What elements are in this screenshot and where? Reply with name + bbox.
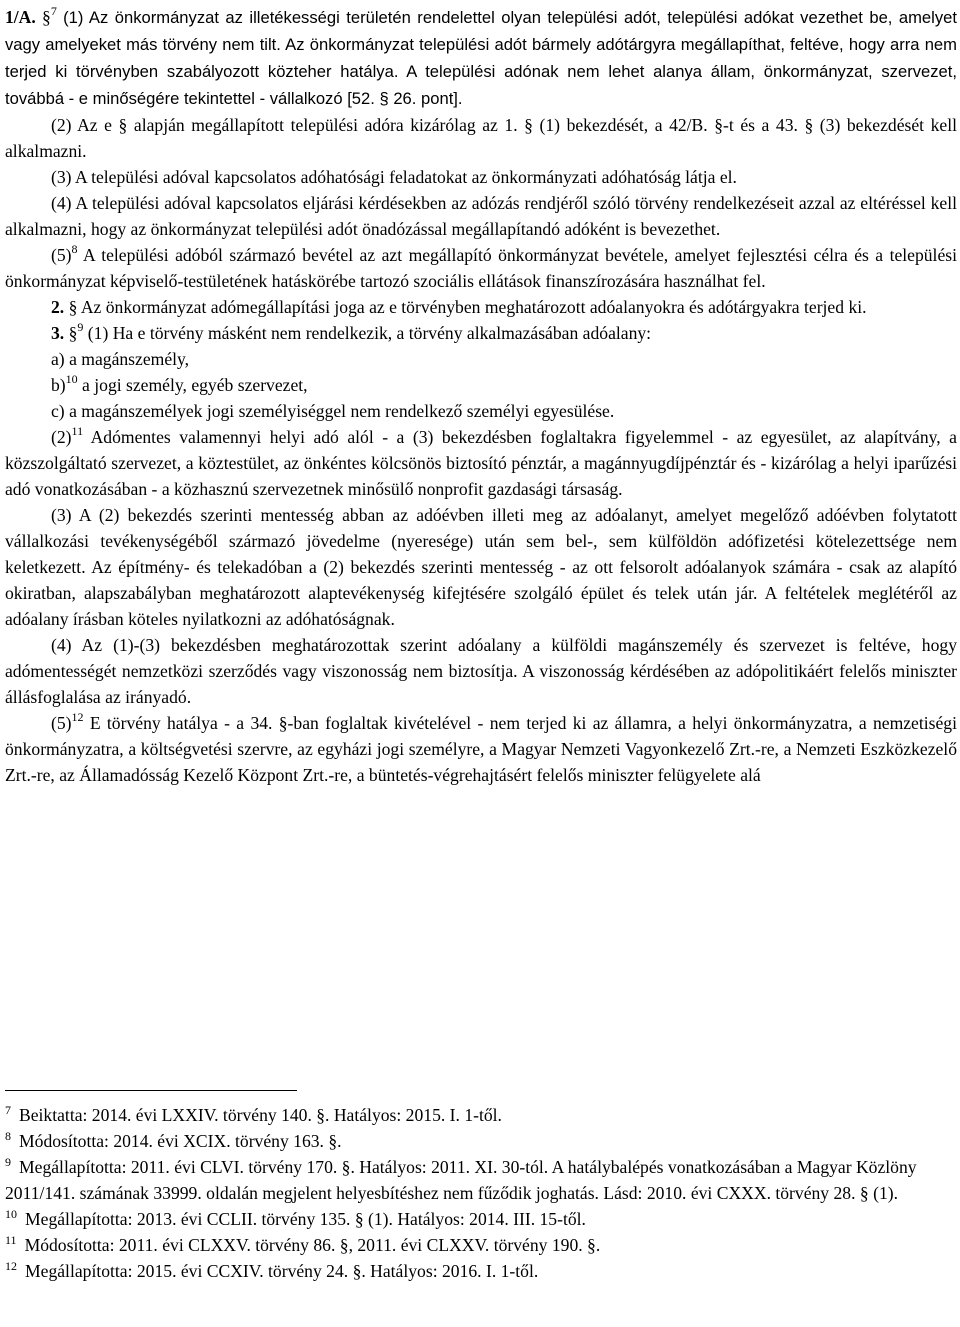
footnote (5, 1232, 957, 1258)
footnote-text: Megállapította: 2015. évi CCXIV. törvény 24. §. Hatályos: 2016. I. 1-től. (25, 1261, 539, 1281)
section-3-paragraph-2 (5, 424, 957, 502)
footnote (5, 1206, 957, 1232)
footnote-ref: 10 (65, 372, 78, 387)
footnote-ref: 8 (71, 242, 78, 257)
section-number: 3. (51, 323, 65, 343)
footnote-ref: 11 (71, 424, 84, 439)
footnote (5, 1154, 957, 1206)
section-1a-paragraph-4: (4) A települési adóval kapcsolatos eljárási kérdésekben az adózás rendjéről szóló törvény rendelkezéseit azzal az eltéréssel kell alkalmazni, hogy az önkormányzat települési adót önadózással megállapítandó adóként is bevezethet. (5, 193, 957, 239)
footnote-text: Beiktatta: 2014. évi LXXIV. törvény 140. §. Hatályos: 2015. I. 1-től. (19, 1105, 502, 1125)
paragraph-text: A települési adóból származó bevétel az azt megállapító önkormányzat bevétele, amelyet fejlesztési célra és a települési önkormányzat képviselő-testületének hatáskörébe tartozó szociális ellátások finanszírozására használhat fel. (5, 245, 957, 291)
footnote-number: 10 (5, 1207, 17, 1222)
footnote-text: Módosította: 2011. évi CLXXV. törvény 86. §, 2011. évi CLXXV. törvény 190. §. (24, 1235, 601, 1255)
footnote-text: Módosította: 2014. évi XCIX. törvény 163. §. (19, 1131, 342, 1151)
footnote-text: Megállapította: 2011. évi CLVI. törvény 170. §. Hatályos: 2011. XI. 30-tól. A hatálybalépés vonatkozásában a Magyar Közlöny 2011/141. számának 33999. oldalán megjelent helyesbítéshez nem fűződik joghatás. Lásd: 2010. évi CXXX. törvény 28. § (1). (5, 1157, 917, 1203)
list-marker: b) (51, 375, 66, 395)
footnote (5, 1128, 957, 1154)
list-item-c: c) a magánszemélyek jogi személyiséggel nem rendelkező személyi egyesülése. (51, 401, 615, 421)
document-body (5, 4, 957, 788)
paragraph-text: Adómentes valamennyi helyi adó alól - a (3) bekezdésben foglaltakra figyelemmel - az egyesület, az alapítvány, a közszolgáltató szervezet, a köztestület, az önkéntes kölcsönös biztosító pénztár, a magánnyugdíjpénztár és - kizárólag a helyi iparűzési adó vonatkozásában - a közhasznú szervezetnek minősülő nonprofit gazdasági társaság. (5, 427, 957, 499)
section-3-paragraph-4: (4) Az (1)-(3) bekezdésben meghatározottak szerint adóalany a külföldi magánszemély és szervezet is feltéve, hogy adómentességét nemzetközi szerződés vagy viszonosság nem biztosítja. A viszonosság kérdésében az adópolitikáért felelős miniszter állásfoglalása az irányadó. (5, 635, 957, 707)
paragraph-number: (5) (51, 245, 72, 265)
footnote-ref: 12 (71, 710, 84, 725)
footnote-separator (5, 1090, 297, 1091)
list-item-b (5, 372, 957, 398)
footnote (5, 1258, 957, 1284)
footnote-number: 8 (5, 1129, 11, 1144)
section-1a-paragraph-3: (3) A települési adóval kapcsolatos adóhatósági feladatokat az önkormányzati adóhatóság látja el. (51, 167, 737, 187)
section-number: 1/A. (5, 7, 36, 27)
footnote-number: 9 (5, 1155, 11, 1170)
paragraph-number: (2) (51, 427, 72, 447)
section-1a-paragraph-1 (5, 4, 957, 112)
section-number: 2. (51, 297, 65, 317)
footnote (5, 1102, 957, 1128)
footnotes (5, 1102, 957, 1284)
section-sign: § (64, 323, 78, 343)
paragraph-text: (1) Az önkormányzat az illetékességi területén rendelettel olyan települési adót, települési adókat vezethet be, amelyet vagy amelyeket más törvény nem tilt. Az önkormányzat települési adót bármely adótárgyra megállapíthat, feltéve, hogy arra nem terjed ki törvényben szabályozott közteher hatálya. A települési adónak nem lehet alanya állam, önkormányzat, szervezet, továbbá - e minőségére tekintettel - vállalkozó [52. § 26. pont]. (5, 8, 957, 108)
section-3-paragraph-5 (5, 710, 957, 788)
section-3-paragraph-1 (5, 320, 957, 346)
paragraph-text: E törvény hatálya - a 34. §-ban foglaltak kivételével - nem terjed ki az államra, a helyi önkormányzatra, a nemzetiségi önkormányzatra, a költségvetési szervre, az egyházi jogi személyre, a Magyar Nemzeti Vagyonkezelő Zrt.-re, a Nemzeti Eszközkezelő Zrt.-re, az Államadósság Kezelő Központ Zrt.-re, a büntetés-végrehajtásért felelős miniszter felügyelete alá (5, 713, 957, 785)
list-item-a: a) a magánszemély, (51, 349, 190, 369)
section-1a-paragraph-5 (5, 242, 957, 294)
footnote-number: 11 (5, 1233, 17, 1248)
paragraph-text: § Az önkormányzat adómegállapítási joga az e törvényben meghatározott adóalanyokra és adótárgyakra terjed ki. (64, 297, 867, 317)
footnote-text: Megállapította: 2013. évi CCLII. törvény 135. § (1). Hatályos: 2014. III. 15-től. (25, 1209, 586, 1229)
list-text: a jogi személy, egyéb szervezet, (77, 375, 308, 395)
footnote-number: 7 (5, 1103, 11, 1118)
paragraph-number: (5) (51, 713, 72, 733)
section-sign: § (42, 7, 51, 27)
footnote-number: 12 (5, 1259, 17, 1274)
paragraph-text: (1) Ha e törvény másként nem rendelkezik, a törvény alkalmazásában adóalany: (83, 323, 652, 343)
section-2 (5, 294, 957, 320)
footnote-ref: 9 (77, 320, 84, 335)
section-1a-paragraph-2: (2) Az e § alapján megállapított települési adóra kizárólag az 1. § (1) bekezdését, a 42/B. §-t és a 43. § (3) bekezdését kell alkalmazni. (5, 115, 957, 161)
section-3-paragraph-3: (3) A (2) bekezdés szerinti mentesség abban az adóévben illeti meg az adóalanyt, amelyet megelőző adóévben folytatott vállalkozási tevékenységéből származó jövedelme (nyeresége) után sem bel-, sem külföldön adófizetési kötelezettsége nem keletkezett. Az építmény- és telekadóban a (2) bekezdés szerinti mentesség - az ott felsorolt adóalanyok számára - csak az alapító okiratban, alapszabályban meghatározott alaptevékenység kifejtésére szolgáló épület és telek után jár. A feltételek meglétéről az adóalany írásban köteles nyilatkozni az adóhatóságnak. (5, 505, 957, 629)
footnote-ref: 7 (50, 4, 57, 19)
